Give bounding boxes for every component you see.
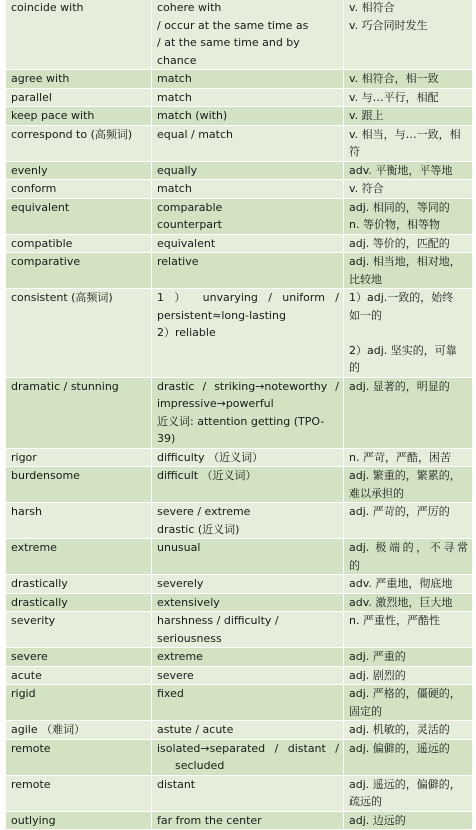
definition-cell: [344, 234, 473, 253]
definition-cell: [344, 612, 473, 648]
synonym-line: unusual: [157, 541, 201, 554]
definition-cell: [344, 448, 473, 467]
spacer: [349, 324, 468, 342]
table-row: [6, 539, 473, 575]
synonym-cell: [152, 198, 344, 234]
table-row: [6, 575, 473, 594]
definition-line: adj. 边远的: [349, 813, 406, 827]
definition-line: 的: [349, 361, 360, 374]
table-row: [6, 161, 473, 180]
definition-line: adj. 剧烈的: [349, 668, 406, 682]
term: drastically: [11, 577, 68, 590]
definition-line: 难以承担的: [349, 486, 404, 500]
term: agile （难词）: [11, 723, 86, 736]
synonym-cell: [152, 88, 344, 107]
synonym-cell: [152, 125, 344, 161]
definition-line: n. 严苛，严酷，困苦: [349, 450, 451, 464]
definition-cell: [344, 107, 473, 126]
synonym-cell: [152, 377, 344, 448]
synonym-cell: [152, 234, 344, 253]
term-cell: [6, 612, 152, 648]
synonym-line: match: [157, 72, 192, 85]
table-row: [6, 685, 473, 721]
synonym-line: 1 ） unvarying / uniform /: [157, 291, 339, 304]
definition-cell: [344, 0, 473, 70]
term-cell: [6, 289, 152, 378]
synonym-line: harshness / difficulty / seriousness: [157, 614, 279, 645]
synonym-cell: [152, 648, 344, 667]
definition-line: 符: [349, 145, 360, 158]
synonym-cell: [152, 775, 344, 811]
table-row: [6, 107, 473, 126]
table-row: [6, 739, 473, 775]
definition-cell: [344, 377, 473, 448]
term: harsh: [11, 505, 42, 518]
term: burdensome: [11, 469, 80, 482]
synonym-line: 2）reliable: [157, 326, 216, 339]
synonym-cell: [152, 612, 344, 648]
synonym-line: match: [157, 182, 192, 195]
synonym-line: severe / extreme: [157, 505, 251, 518]
term: coincide with: [11, 1, 84, 14]
definition-cell: [344, 467, 473, 503]
definition-cell: [344, 685, 473, 721]
definition-line: adj. 遥远的，偏僻的，: [349, 777, 461, 791]
definition-line: v. 相当，与…一致，相: [349, 127, 461, 141]
term: extreme: [11, 541, 57, 554]
definition-line: 疏远的: [349, 795, 382, 808]
term: keep pace with: [11, 109, 95, 122]
synonym-cell: [152, 539, 344, 575]
synonym-cell: [152, 253, 344, 289]
definition-cell: [344, 180, 473, 199]
table-row: [6, 448, 473, 467]
term: correspond to (高频词): [11, 127, 133, 141]
term-cell: [6, 539, 152, 575]
synonym-cell: [152, 107, 344, 126]
definition-cell: [344, 161, 473, 180]
term: outlying: [11, 813, 56, 827]
term-cell: [6, 575, 152, 594]
synonym-cell: [152, 0, 344, 70]
definition-cell: [344, 289, 473, 378]
definition-line: adv. 严重地，彻底地: [349, 577, 453, 590]
definition-line: adj. 偏僻的，遥远的: [349, 741, 450, 755]
term-cell: [6, 107, 152, 126]
term-cell: [6, 70, 152, 89]
term-cell: [6, 685, 152, 721]
synonym-line: drastic (近义词): [157, 522, 240, 536]
definition-line: adj. 严苛的，严厉的: [349, 505, 450, 518]
synonym-cell: [152, 811, 344, 830]
term: evenly: [11, 163, 48, 177]
synonym-line: astute / acute: [157, 723, 234, 736]
table-row: [6, 88, 473, 107]
synonym-line: equally: [157, 163, 198, 177]
definition-cell: [344, 593, 473, 612]
table-row: [6, 721, 473, 740]
term-cell: [6, 180, 152, 199]
term-cell: [6, 0, 152, 70]
synonym-line: severely: [157, 577, 204, 590]
term-cell: [6, 593, 152, 612]
term-cell: [6, 161, 152, 180]
table-row: [6, 377, 473, 448]
term: rigid: [11, 687, 36, 700]
synonym-line: persistent≈long-lasting: [157, 308, 286, 322]
synonym-line: counterpart: [157, 218, 222, 231]
synonym-line: cohere with: [157, 1, 222, 14]
definition-cell: [344, 539, 473, 575]
definition-line: v. 符合: [349, 182, 384, 195]
synonym-line: equivalent: [157, 236, 216, 250]
synonym-line: extreme: [157, 650, 203, 663]
term-cell: [6, 811, 152, 830]
synonym-line: impressive→powerful: [157, 397, 274, 410]
table-row: [6, 198, 473, 234]
definition-cell: [344, 253, 473, 289]
table-row: [6, 648, 473, 667]
definition-line: 如一的: [349, 308, 382, 322]
synonym-cell: [152, 575, 344, 594]
table-row: [6, 234, 473, 253]
definition-cell: [344, 775, 473, 811]
synonym-line: match: [157, 90, 192, 104]
synonym-line: secluded: [175, 759, 225, 772]
term-cell: [6, 198, 152, 234]
synonym-cell: [152, 739, 344, 775]
synonym-cell: [152, 161, 344, 180]
table-row: [6, 666, 473, 685]
synonym-line: severe: [157, 668, 194, 682]
table-row: [6, 70, 473, 89]
definition-line: 2）adj. 坚实的，可靠: [349, 343, 457, 357]
synonym-line: equal / match: [157, 127, 234, 141]
synonym-line: extensively: [157, 595, 220, 609]
term: acute: [11, 668, 42, 682]
definition-line: adj. 相当地，相对地，: [349, 255, 461, 268]
synonym-cell: [152, 289, 344, 378]
term-cell: [6, 739, 152, 775]
definition-line: adv. 激烈地，巨大地: [349, 595, 453, 609]
synonym-line: comparable: [157, 200, 223, 214]
definition-line: adj. 严格的，僵硬的，: [349, 687, 461, 700]
term: dramatic / stunning: [11, 379, 119, 393]
definition-line: adj. 显著的，明显的: [349, 379, 450, 393]
term: severity: [11, 614, 56, 627]
definition-line: adj. 繁重的，繁累的，: [349, 469, 461, 482]
definition-line: n. 等价物，相等物: [349, 218, 440, 231]
synonym-line: distant: [157, 777, 196, 791]
synonym-cell: [152, 685, 344, 721]
definition-cell: [344, 125, 473, 161]
synonym-line: fixed: [157, 687, 184, 700]
definition-cell: [344, 721, 473, 740]
synonym-line: 近义词: attention getting (TPO-39): [157, 414, 325, 445]
definition-line: v. 相符合，相一致: [349, 72, 439, 85]
table-row: [6, 593, 473, 612]
definition-line: 比较地: [349, 272, 382, 286]
definition-line: adj. 机敏的，灵活的: [349, 723, 450, 736]
definition-cell: [344, 198, 473, 234]
table-row: [6, 253, 473, 289]
synonym-cell: [152, 593, 344, 612]
term-cell: [6, 721, 152, 740]
table-row: [6, 503, 473, 539]
definition-cell: [344, 739, 473, 775]
table-row: [6, 811, 473, 830]
term-cell: [6, 467, 152, 503]
term: equivalent: [11, 200, 70, 214]
synonym-line: / occur at the same time as: [157, 18, 309, 32]
definition-cell: [344, 648, 473, 667]
term-cell: [6, 234, 152, 253]
term-cell: [6, 775, 152, 811]
definition-line: v. 与…平行，相配: [349, 90, 439, 104]
term: severe: [11, 650, 48, 663]
table-row: [6, 0, 473, 70]
term-cell: [6, 125, 152, 161]
definition-line: adj. 严重的: [349, 650, 406, 663]
synonym-cell: [152, 448, 344, 467]
definition-line: adj. 等价的，匹配的: [349, 236, 450, 250]
synonym-cell: [152, 180, 344, 199]
definition-line: adj. 极端的，不寻常: [349, 541, 468, 554]
synonym-cell: [152, 666, 344, 685]
synonym-cell: [152, 70, 344, 89]
definition-line: v. 巧合同时发生: [349, 18, 428, 32]
term: remote: [11, 777, 51, 791]
term: conform: [11, 182, 57, 195]
definition-cell: [344, 575, 473, 594]
term-cell: [6, 448, 152, 467]
definition-line: adj. 相同的，等同的: [349, 200, 450, 214]
term: consistent (高频词): [11, 291, 113, 304]
definition-line: v. 跟上: [349, 109, 384, 122]
term: parallel: [11, 90, 52, 104]
synonym-line: difficulty （近义词）: [157, 450, 264, 464]
table-row: [6, 125, 473, 161]
definition-line: 的: [349, 558, 360, 572]
definition-line: 1）adj.一致的，始终: [349, 291, 454, 304]
term: remote: [11, 741, 51, 755]
synonym-line: difficult （近义词）: [157, 469, 257, 482]
synonym-line: relative: [157, 255, 199, 268]
term-cell: [6, 503, 152, 539]
definition-cell: [344, 666, 473, 685]
term: comparative: [11, 255, 81, 268]
term: drastically: [11, 595, 68, 609]
table-row: [6, 775, 473, 811]
term-cell: [6, 666, 152, 685]
definition-line: n. 严重性，严酷性: [349, 614, 440, 627]
definition-line: adv. 平衡地，平等地: [349, 163, 453, 177]
definition-cell: [344, 88, 473, 107]
synonym-line: drastic / striking→noteworthy /: [157, 379, 339, 393]
term-cell: [6, 88, 152, 107]
definition-cell: [344, 503, 473, 539]
synonym-cell: [152, 503, 344, 539]
term-cell: [6, 253, 152, 289]
table-row: [6, 467, 473, 503]
definition-line: 固定的: [349, 704, 382, 718]
term-cell: [6, 648, 152, 667]
synonym-cell: [152, 721, 344, 740]
term: rigor: [11, 450, 37, 464]
table-row: [6, 612, 473, 648]
definition-line: v. 相符合: [349, 1, 395, 14]
table-row: [6, 180, 473, 199]
term: agree with: [11, 72, 70, 85]
term: compatible: [11, 236, 73, 250]
synonym-line: far from the center: [157, 813, 262, 827]
table-row: [6, 289, 473, 378]
definition-cell: [344, 811, 473, 830]
vocabulary-table: [5, 0, 473, 830]
synonym-cell: [152, 467, 344, 503]
term-cell: [6, 377, 152, 448]
synonym-line: match (with): [157, 109, 228, 122]
definition-cell: [344, 70, 473, 89]
synonym-line: isolated→separated / distant /: [157, 741, 339, 755]
synonym-line: / at the same time and by chance: [157, 36, 300, 67]
